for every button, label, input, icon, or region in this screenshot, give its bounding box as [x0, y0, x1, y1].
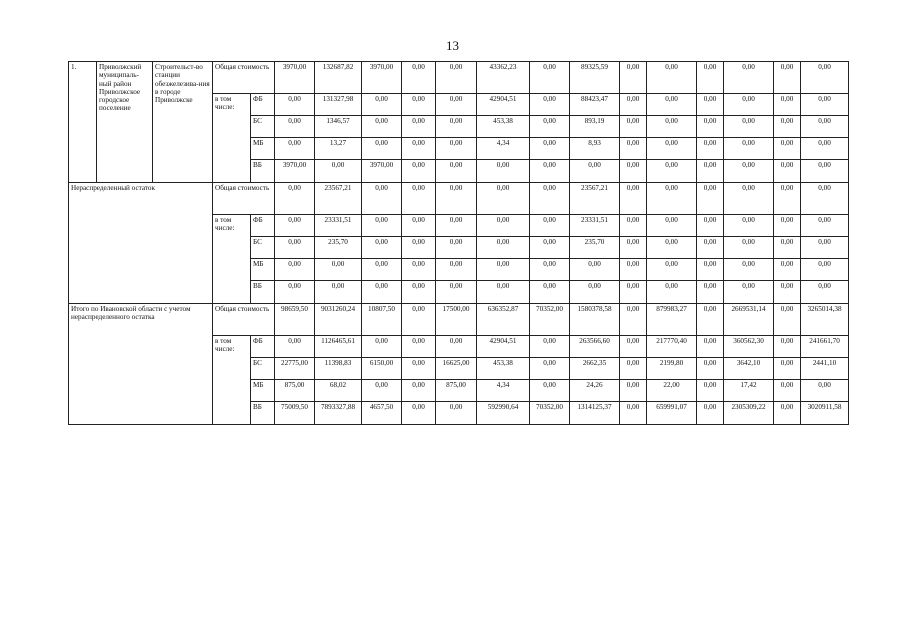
value-cell: 0,00	[801, 281, 849, 304]
value-cell: 0,00	[801, 160, 849, 183]
value-cell: 0,00	[620, 215, 647, 237]
value-cell: 0,00	[724, 215, 774, 237]
value-cell: 7893327,88	[315, 402, 362, 425]
value-cell: 0,00	[275, 116, 315, 138]
value-cell: 0,00	[647, 94, 697, 116]
value-cell: 235,70	[570, 237, 620, 259]
source-label-vb: ВБ	[251, 160, 275, 183]
value-cell: 0,00	[724, 160, 774, 183]
value-cell: 0,00	[275, 94, 315, 116]
value-cell: 0,00	[275, 259, 315, 281]
value-cell: 0,00	[275, 215, 315, 237]
value-cell: 0,00	[436, 62, 477, 94]
value-cell: 0,00	[362, 94, 402, 116]
value-cell: 0,00	[436, 138, 477, 160]
value-cell: 0,00	[774, 358, 801, 380]
value-cell: 0,00	[477, 259, 530, 281]
value-cell: 1314125,37	[570, 402, 620, 425]
district-cell: Приволжский муниципаль-ный район Приволжское городское поселение	[97, 62, 153, 183]
value-cell: 2669531,14	[724, 304, 774, 336]
value-cell: 0,00	[436, 259, 477, 281]
total-cost-label: Общая стоимость	[213, 62, 275, 94]
value-cell: 98659,50	[275, 304, 315, 336]
value-cell: 0,00	[774, 62, 801, 94]
value-cell: 0,00	[801, 94, 849, 116]
budget-table	[68, 61, 849, 425]
value-cell: 0,00	[620, 160, 647, 183]
value-cell: 0,00	[362, 215, 402, 237]
value-cell: 70352,00	[530, 304, 570, 336]
value-cell: 0,00	[647, 160, 697, 183]
source-label-vb: ВБ	[251, 402, 275, 425]
value-cell: 3020911,58	[801, 402, 849, 425]
value-cell: 3970,00	[362, 62, 402, 94]
value-cell: 17500,00	[436, 304, 477, 336]
value-cell: 0,00	[362, 259, 402, 281]
table-body	[69, 62, 849, 425]
value-cell: 0,00	[774, 183, 801, 215]
value-cell: 453,38	[477, 116, 530, 138]
value-cell: 0,00	[436, 215, 477, 237]
total-cost-label: Общая стоимость	[213, 183, 275, 215]
value-cell: 0,00	[647, 62, 697, 94]
value-cell: 263566,60	[570, 336, 620, 358]
value-cell: 0,00	[436, 402, 477, 425]
value-cell: 0,00	[530, 116, 570, 138]
value-cell: 0,00	[530, 160, 570, 183]
value-cell: 0,00	[774, 215, 801, 237]
table-row	[69, 62, 849, 94]
value-cell: 0,00	[402, 183, 436, 215]
value-cell: 0,00	[620, 138, 647, 160]
value-cell: 0,00	[530, 183, 570, 215]
value-cell: 0,00	[801, 259, 849, 281]
value-cell: 0,00	[620, 237, 647, 259]
value-cell: 0,00	[647, 259, 697, 281]
value-cell: 0,00	[724, 116, 774, 138]
value-cell: 0,00	[620, 402, 647, 425]
value-cell: 0,00	[436, 336, 477, 358]
value-cell: 88423,47	[570, 94, 620, 116]
value-cell: 1126465,61	[315, 336, 362, 358]
including-label: в том числе:	[213, 215, 251, 304]
value-cell: 0,00	[774, 160, 801, 183]
value-cell: 893,19	[570, 116, 620, 138]
value-cell: 0,00	[315, 259, 362, 281]
value-cell: 875,00	[275, 380, 315, 402]
value-cell: 0,00	[436, 281, 477, 304]
value-cell: 0,00	[362, 336, 402, 358]
value-cell: 0,00	[724, 183, 774, 215]
value-cell: 3970,00	[275, 160, 315, 183]
value-cell: 0,00	[362, 380, 402, 402]
value-cell: 43362,23	[477, 62, 530, 94]
value-cell: 0,00	[436, 237, 477, 259]
value-cell: 0,00	[275, 281, 315, 304]
value-cell: 636352,87	[477, 304, 530, 336]
row-number: 1.	[69, 62, 97, 183]
value-cell: 659991,07	[647, 402, 697, 425]
value-cell: 0,00	[402, 116, 436, 138]
value-cell: 217770,40	[647, 336, 697, 358]
value-cell: 0,00	[697, 336, 724, 358]
value-cell: 0,00	[315, 281, 362, 304]
value-cell: 0,00	[402, 160, 436, 183]
source-label-mb: МБ	[251, 259, 275, 281]
value-cell: 0,00	[402, 62, 436, 94]
value-cell: 131327,98	[315, 94, 362, 116]
value-cell: 0,00	[530, 62, 570, 94]
value-cell: 0,00	[436, 183, 477, 215]
value-cell: 0,00	[530, 215, 570, 237]
value-cell: 24,26	[570, 380, 620, 402]
value-cell: 0,00	[774, 281, 801, 304]
value-cell: 0,00	[697, 358, 724, 380]
value-cell: 42904,51	[477, 94, 530, 116]
value-cell: 3970,00	[275, 62, 315, 94]
value-cell: 0,00	[697, 62, 724, 94]
value-cell: 0,00	[570, 259, 620, 281]
value-cell: 0,00	[620, 62, 647, 94]
source-label-mb: МБ	[251, 138, 275, 160]
value-cell: 0,00	[774, 259, 801, 281]
value-cell: 0,00	[697, 215, 724, 237]
value-cell: 0,00	[647, 237, 697, 259]
including-label: в том числе:	[213, 336, 251, 425]
value-cell: 0,00	[402, 259, 436, 281]
value-cell: 0,00	[620, 380, 647, 402]
value-cell: 0,00	[647, 138, 697, 160]
value-cell: 0,00	[620, 358, 647, 380]
value-cell: 89325,59	[570, 62, 620, 94]
value-cell: 68,02	[315, 380, 362, 402]
value-cell: 0,00	[436, 160, 477, 183]
value-cell: 10807,50	[362, 304, 402, 336]
value-cell: 22775,00	[275, 358, 315, 380]
value-cell: 0,00	[402, 304, 436, 336]
value-cell: 0,00	[402, 215, 436, 237]
value-cell: 0,00	[801, 138, 849, 160]
value-cell: 1346,57	[315, 116, 362, 138]
value-cell: 0,00	[402, 402, 436, 425]
value-cell: 360562,30	[724, 336, 774, 358]
value-cell: 0,00	[801, 116, 849, 138]
value-cell: 0,00	[402, 380, 436, 402]
value-cell: 42904,51	[477, 336, 530, 358]
value-cell: 11398,83	[315, 358, 362, 380]
value-cell: 0,00	[774, 336, 801, 358]
value-cell: 0,00	[362, 138, 402, 160]
value-cell: 0,00	[620, 304, 647, 336]
value-cell: 0,00	[697, 259, 724, 281]
value-cell: 0,00	[697, 380, 724, 402]
value-cell: 0,00	[530, 138, 570, 160]
value-cell: 241661,70	[801, 336, 849, 358]
value-cell: 3265014,38	[801, 304, 849, 336]
value-cell: 0,00	[724, 62, 774, 94]
value-cell: 0,00	[620, 259, 647, 281]
total-cost-label: Общая стоимость	[213, 304, 275, 336]
value-cell: 879983,27	[647, 304, 697, 336]
value-cell: 132687,82	[315, 62, 362, 94]
value-cell: 23331,51	[315, 215, 362, 237]
value-cell: 0,00	[570, 160, 620, 183]
value-cell: 592990,64	[477, 402, 530, 425]
value-cell: 0,00	[477, 215, 530, 237]
section-title: Нераспределенный остаток	[69, 183, 213, 304]
value-cell: 875,00	[436, 380, 477, 402]
value-cell: 0,00	[697, 94, 724, 116]
value-cell: 0,00	[402, 237, 436, 259]
project-cell: Строительст-во станции обезжелезива-ния в городе Приволжске	[153, 62, 213, 183]
value-cell: 0,00	[697, 237, 724, 259]
value-cell: 0,00	[402, 336, 436, 358]
value-cell: 0,00	[275, 183, 315, 215]
value-cell: 0,00	[774, 402, 801, 425]
value-cell: 0,00	[275, 138, 315, 160]
value-cell: 0,00	[477, 237, 530, 259]
value-cell: 0,00	[402, 358, 436, 380]
value-cell: 0,00	[362, 237, 402, 259]
value-cell: 22,00	[647, 380, 697, 402]
value-cell: 4,34	[477, 380, 530, 402]
value-cell: 0,00	[801, 215, 849, 237]
source-label-fb: ФБ	[251, 215, 275, 237]
value-cell: 0,00	[697, 281, 724, 304]
value-cell: 0,00	[697, 160, 724, 183]
table-row	[69, 304, 849, 336]
source-label-vb: ВБ	[251, 281, 275, 304]
value-cell: 0,00	[697, 138, 724, 160]
value-cell: 0,00	[362, 281, 402, 304]
value-cell: 4,34	[477, 138, 530, 160]
value-cell: 8,93	[570, 138, 620, 160]
value-cell: 0,00	[697, 183, 724, 215]
value-cell: 2441,10	[801, 358, 849, 380]
value-cell: 3642,10	[724, 358, 774, 380]
value-cell: 0,00	[530, 358, 570, 380]
value-cell: 0,00	[801, 237, 849, 259]
value-cell: 0,00	[801, 183, 849, 215]
value-cell: 0,00	[436, 116, 477, 138]
value-cell: 0,00	[724, 94, 774, 116]
value-cell: 0,00	[530, 94, 570, 116]
value-cell: 0,00	[774, 380, 801, 402]
value-cell: 0,00	[774, 304, 801, 336]
value-cell: 23567,21	[315, 183, 362, 215]
value-cell: 0,00	[647, 116, 697, 138]
value-cell: 0,00	[724, 281, 774, 304]
value-cell: 0,00	[647, 281, 697, 304]
value-cell: 9031260,24	[315, 304, 362, 336]
value-cell: 0,00	[436, 94, 477, 116]
value-cell: 0,00	[477, 281, 530, 304]
value-cell: 23567,21	[570, 183, 620, 215]
value-cell: 0,00	[275, 237, 315, 259]
value-cell: 13,27	[315, 138, 362, 160]
value-cell: 453,38	[477, 358, 530, 380]
source-label-mb: МБ	[251, 380, 275, 402]
value-cell: 0,00	[774, 237, 801, 259]
value-cell: 0,00	[774, 94, 801, 116]
value-cell: 0,00	[801, 380, 849, 402]
value-cell: 0,00	[402, 281, 436, 304]
value-cell: 6150,00	[362, 358, 402, 380]
value-cell: 0,00	[697, 116, 724, 138]
value-cell: 0,00	[315, 160, 362, 183]
value-cell: 0,00	[724, 237, 774, 259]
source-label-bs: БС	[251, 358, 275, 380]
value-cell: 0,00	[647, 183, 697, 215]
value-cell: 0,00	[774, 116, 801, 138]
value-cell: 0,00	[620, 183, 647, 215]
value-cell: 0,00	[275, 336, 315, 358]
value-cell: 3970,00	[362, 160, 402, 183]
value-cell: 70352,00	[530, 402, 570, 425]
value-cell: 0,00	[530, 380, 570, 402]
value-cell: 0,00	[477, 160, 530, 183]
source-label-fb: ФБ	[251, 336, 275, 358]
value-cell: 0,00	[620, 281, 647, 304]
value-cell: 0,00	[402, 138, 436, 160]
source-label-fb: ФБ	[251, 94, 275, 116]
value-cell: 0,00	[801, 62, 849, 94]
value-cell: 0,00	[530, 281, 570, 304]
value-cell: 0,00	[620, 116, 647, 138]
value-cell: 0,00	[724, 138, 774, 160]
value-cell: 75009,50	[275, 402, 315, 425]
value-cell: 17,42	[724, 380, 774, 402]
source-label-bs: БС	[251, 237, 275, 259]
value-cell: 2305309,22	[724, 402, 774, 425]
value-cell: 2199,80	[647, 358, 697, 380]
value-cell: 0,00	[697, 304, 724, 336]
value-cell: 0,00	[530, 237, 570, 259]
value-cell: 0,00	[402, 94, 436, 116]
value-cell: 0,00	[530, 259, 570, 281]
value-cell: 23331,51	[570, 215, 620, 237]
value-cell: 1580378,58	[570, 304, 620, 336]
section-title: Итого по Ивановской области с учетом нераспределенного остатка	[69, 304, 213, 425]
value-cell: 0,00	[362, 183, 402, 215]
page-number: 13	[446, 38, 459, 53]
value-cell: 0,00	[724, 259, 774, 281]
value-cell: 0,00	[570, 281, 620, 304]
value-cell: 0,00	[647, 215, 697, 237]
value-cell: 4657,50	[362, 402, 402, 425]
value-cell: 0,00	[362, 116, 402, 138]
source-label-bs: БС	[251, 116, 275, 138]
including-label: в том числе:	[213, 94, 251, 183]
value-cell: 0,00	[774, 138, 801, 160]
value-cell: 235,70	[315, 237, 362, 259]
value-cell: 2662,35	[570, 358, 620, 380]
value-cell: 0,00	[477, 183, 530, 215]
value-cell: 16625,00	[436, 358, 477, 380]
value-cell: 0,00	[697, 402, 724, 425]
value-cell: 0,00	[620, 336, 647, 358]
value-cell: 0,00	[620, 94, 647, 116]
value-cell: 0,00	[530, 336, 570, 358]
table-row	[69, 183, 849, 215]
